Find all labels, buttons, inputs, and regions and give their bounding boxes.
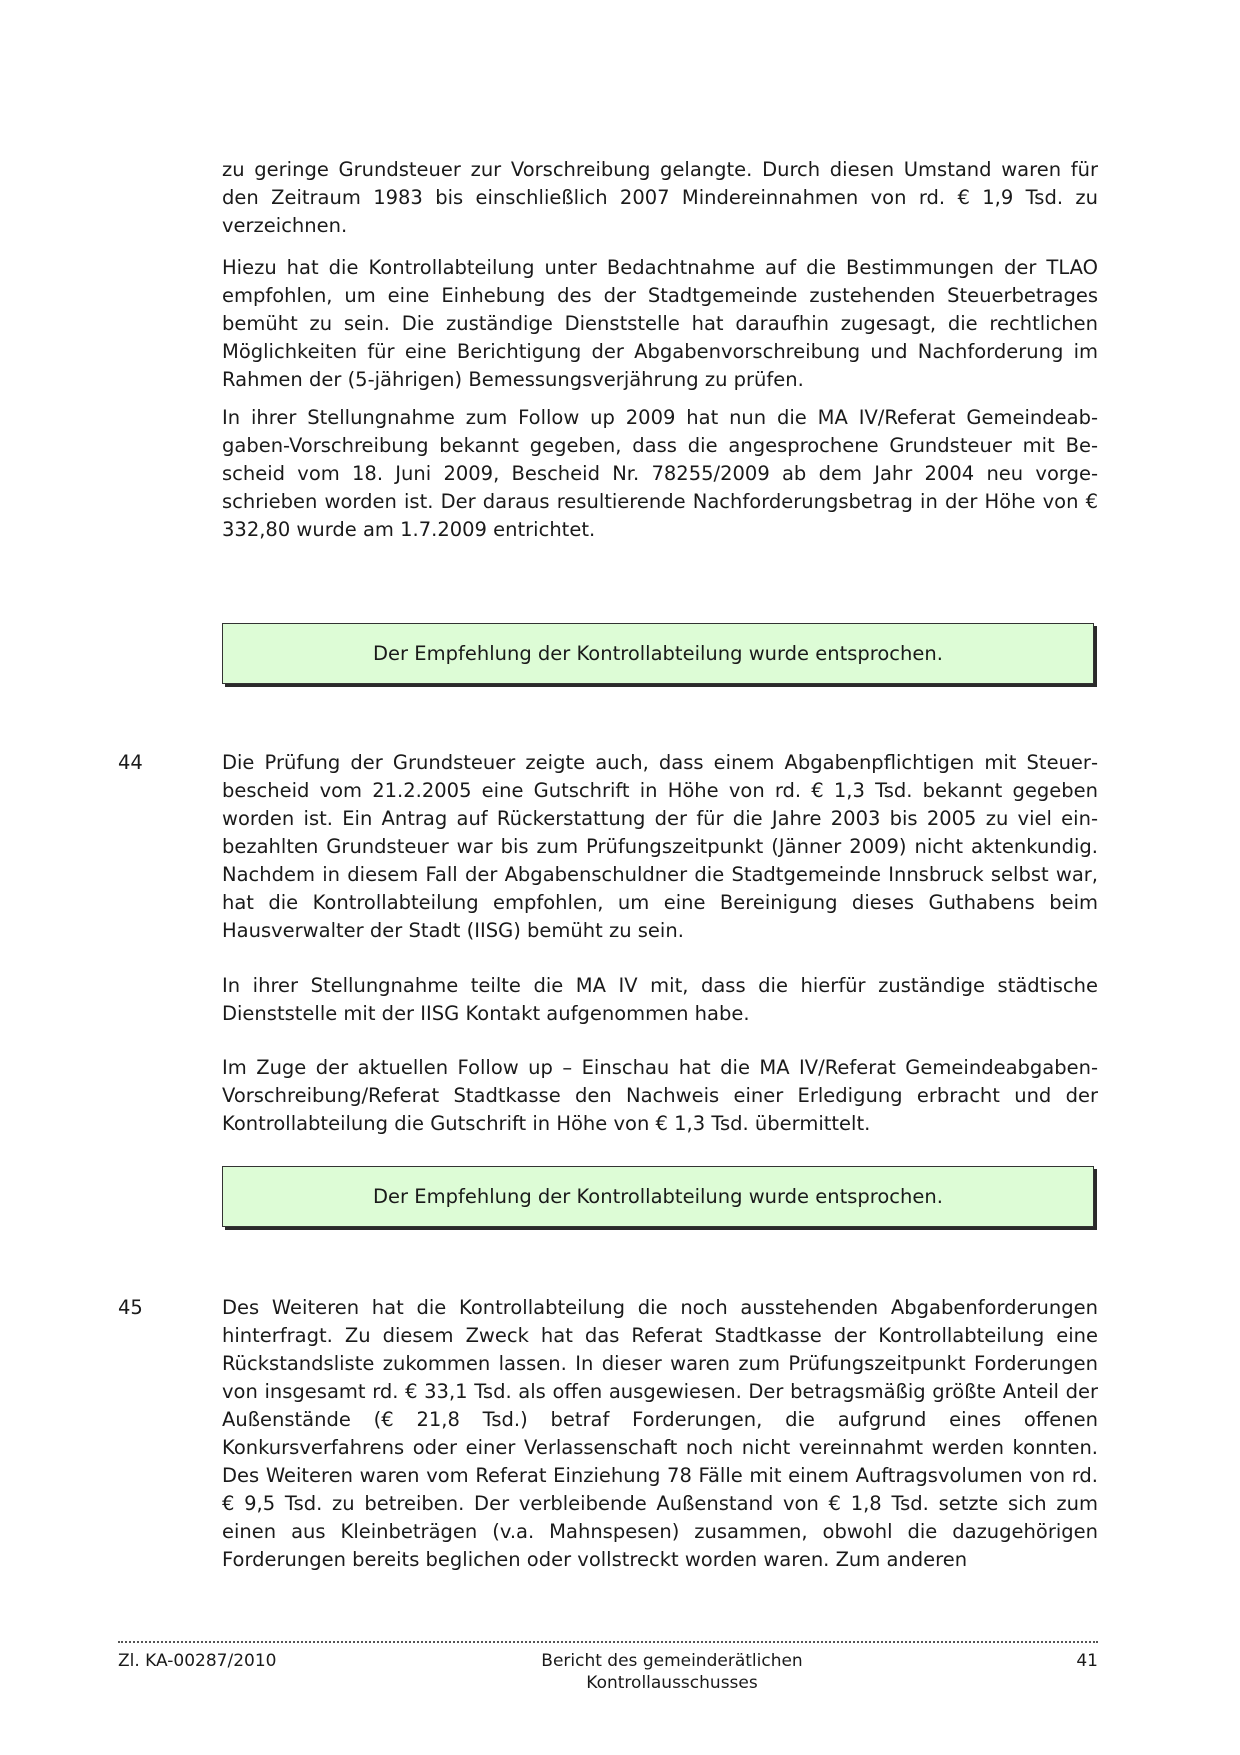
footer-divider [118,1641,1098,1643]
paragraph-1: zu geringe Grundsteuer zur Vorschreibung gelangte. Durch diesen Umstand waren für den Zeitraum 1983 bis einschließlich 2007 Mindereinnahmen von rd. € 1,9 Tsd. zu verzeichnen. [222,158,1098,237]
paragraph-3: In ihrer Stellungnahme zum Follow up 2009 hat nun die MA IV/Referat Gemeindeabgaben-Vorschreibung bekannt gegeben, dass die angesprochene Grundsteuer mit Bescheid vom 18. Juni 2009, Bescheid Nr. 78255/2009 ab dem Jahr 2004 neu vorgeschrieben worden ist. Der daraus resultierende Nachforderungsbetrag in der Höhe von € 332,80 wurde am 1.7.2009 entrichtet. [222,406,1098,541]
paragraph-5: In ihrer Stellungnahme teilte die MA IV mit, dass die hierfür zuständige städtische Dienststelle mit der IISG Kontakt aufgenommen habe. [222,974,1098,1025]
recommendation-callout-1: Der Empfehlung der Kontrollabteilung wurde entsprochen. [222,623,1094,684]
recommendation-callout-2: Der Empfehlung der Kontrollabteilung wurde entsprochen. [222,1166,1094,1227]
paragraph-4: Die Prüfung der Grundsteuer zeigte auch, dass einem Abgabenpflichtigen mit Steuerbescheid vom 21.2.2005 eine Gutschrift in Höhe von rd. € 1,3 Tsd. bekannt gegeben worden ist. Ein Antrag auf Rückerstattung der für die Jahre 2003 bis 2005 zu viel einbezahlten Grundsteuer war bis zum Prüfungszeitpunkt (Jänner 2009) nicht aktenkundig. Nachdem in diesem Fall der Abgabenschuldner die Stadtgemeinde Innsbruck selbst war, hat die Kontrollabteilung empfohlen, um eine Bereinigung dieses Guthabens beim Hausverwalter der Stadt (IISG) bemüht zu sein. [222,751,1098,942]
section-number-44: 44 [118,751,143,774]
footer-title: Bericht des gemeinderätlichen Kontrollausschusses [541,1651,803,1693]
page-number: 41 [1076,1651,1098,1671]
footer-reference: Zl. KA-00287/2010 [118,1651,277,1671]
paragraph-7: Des Weiteren hat die Kontrollabteilung die noch ausstehenden Abgabenforderungen hinterfragt. Zu diesem Zweck hat das Referat Stadtkasse der Kontrollabteilung eine Rückstandsliste zukommen lassen. In dieser waren zum Prüfungszeitpunkt Forderungen von insgesamt rd. € 33,1 Tsd. als offen ausgewiesen. Der betragsmäßig größte Anteil der Außenstände (€ 21,8 Tsd.) betraf Forderungen, die aufgrund eines offenen Konkursverfahrens oder einer Verlassenschaft noch nicht vereinnahmt werden konnten. Des Weiteren waren vom Referat Einziehung 78 Fälle mit einem Auftragsvolumen von rd. € 9,5 Tsd. zu betreiben. Der verbleibende Außenstand von € 1,8 Tsd. setzte sich zum einen aus Kleinbeträgen (v.a. Mahnspesen) zusammen, obwohl die dazugehörigen Forderungen bereits beglichen oder vollstreckt worden waren. Zum anderen [222,1296,1098,1571]
paragraph-2: Hiezu hat die Kontrollabteilung unter Bedachtnahme auf die Bestimmungen der TLAO empfohlen, um eine Einhebung des der Stadtgemeinde zustehenden Steuerbetrages bemüht zu sein. Die zuständige Dienststelle hat daraufhin zugesagt, die rechtlichen Möglichkeiten für eine Berichtigung der Abgabenvorschreibung und Nachforderung im Rahmen der (5-jährigen) Bemessungsverjährung zu prüfen. [222,256,1098,391]
paragraph-6: Im Zuge der aktuellen Follow up – Einschau hat die MA IV/Referat Gemeindeabgaben-Vorschreibung/Referat Stadtkasse den Nachweis einer Erledigung erbracht und der Kontrollabteilung die Gutschrift in Höhe von € 1,3 Tsd. übermittelt. [222,1056,1098,1135]
section-number-45: 45 [118,1296,143,1319]
